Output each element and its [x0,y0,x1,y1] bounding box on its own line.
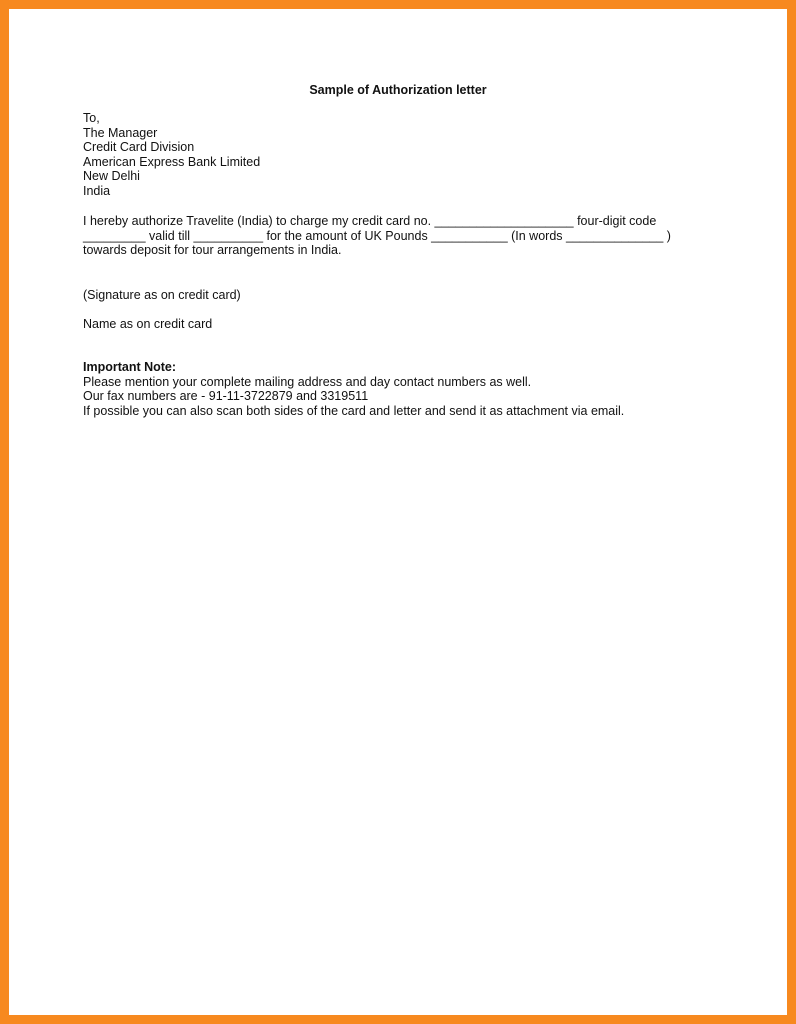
note-line: Please mention your complete mailing address and day contact numbers as well. [83,374,532,389]
addressee-block [83,111,723,199]
addressee-line: India [83,183,111,198]
addressee-line: To, [83,111,100,125]
addressee-line: The Manager [83,125,158,140]
addressee-line: New Delhi [83,169,140,184]
note-heading: Important Note: [83,360,177,374]
important-note [83,360,723,418]
body-line: _________ valid till __________ for the amount of UK Pounds ___________ (In words ______________ ) [83,228,671,243]
signature-line: (Signature as on credit card) [83,288,241,302]
authorization-paragraph [83,214,723,258]
body-line: I hereby authorize Travelite (India) to charge my credit card no. ____________________ four-digit code [83,214,657,228]
note-line: Our fax numbers are - 91-11-3722879 and 3319511 [83,389,369,404]
note-line: If possible you can also scan both sides of the card and letter and send it as attachment via email. [83,403,625,418]
body-line: towards deposit for tour arrangements in India. [83,243,342,258]
addressee-line: American Express Bank Limited [83,154,261,169]
addressee-line: Credit Card Division [83,140,195,155]
name-line: Name as on credit card [83,317,213,331]
document-title: Sample of Authorization letter [309,83,487,97]
letter-page [9,9,787,1015]
